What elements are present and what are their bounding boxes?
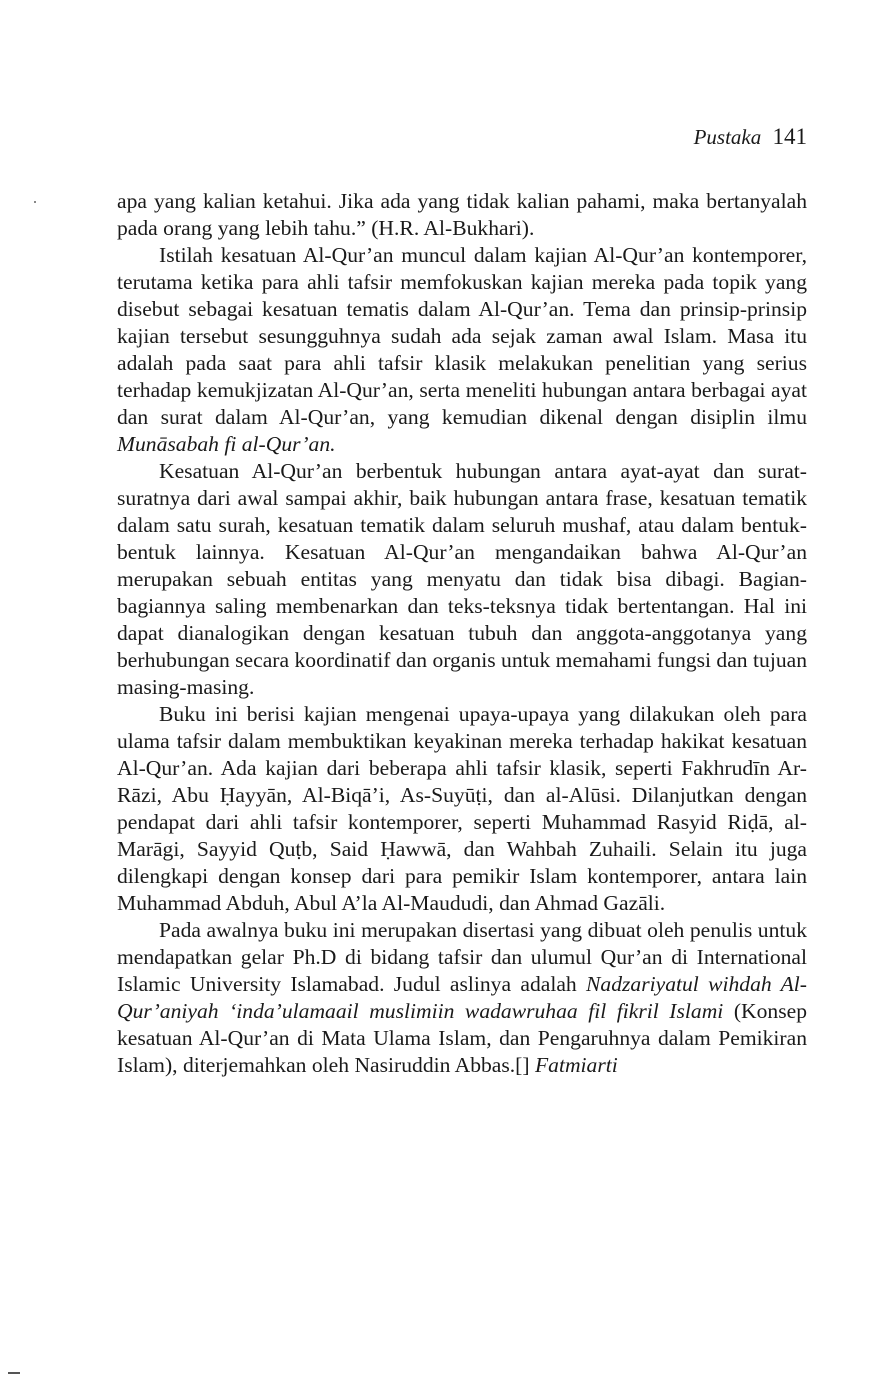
- running-head: [694, 124, 807, 150]
- text-run: Pada awalnya buku ini merupakan disertasi yang dibuat oleh penulis untuk mendapatkan gelar Ph.D di bidang tafsir dan ulumul Qur’an di International Islamic University Islamabad. Judul aslinya adalah: [117, 918, 807, 996]
- paragraph: [117, 701, 807, 917]
- paragraph: [117, 242, 807, 458]
- paragraph: [117, 188, 807, 242]
- body-text: [117, 188, 807, 1079]
- text-run: apa yang kalian ketahui. Jika ada yang tidak kalian pahami, maka bertanyalah pada orang yang lebih tahu.” (H.R. Al-Bukhari).: [117, 189, 807, 240]
- scan-mark: [8, 1372, 20, 1374]
- text-run: (Konsep kesatuan Al-Qur’an di Mata Ulama Islam, dan Pengaruhnya dalam Pemikiran Islam), diterjemahkan oleh Nasiruddin Abbas.[]: [117, 999, 807, 1077]
- paragraph: [117, 917, 807, 1079]
- italic-run: Munāsabah fi al-Qur’an.: [117, 432, 336, 456]
- section-title: Pustaka: [693, 125, 762, 149]
- scan-mark: [34, 201, 36, 203]
- text-run: Buku ini berisi kajian mengenai upaya-upaya yang dilakukan oleh para ulama tafsir dalam membuktikan keyakinan mereka terhadap hakikat kesatuan Al-Qur’an. Ada kajian dari beberapa ahli tafsir klasik, seperti Fakhrudīn Ar-Rāzi, Abu Ḥayyān, Al-Biqā’i, As-Suyūṭi, dan al-Alūsi. Dilanjutkan dengan pendapat dari ahli tafsir kontemporer, seperti Muhammad Rasyid Riḍā, al-Marāgi, Sayyid Quṭb, Said Ḥawwā, dan Wahbah Zuhaili. Selain itu juga dilengkapi dengan konsep dari para pemikir Islam kontemporer, antara lain Muhammad Abduh, Abul A’la Al-Maududi, dan Ahmad Gazāli.: [117, 702, 807, 915]
- author-name: Fatmiarti: [534, 1053, 618, 1077]
- paragraph: [117, 458, 807, 701]
- italic-run: Nadzariyatul wihdah Al-Qur’aniyah ‘inda’ulamaail muslimiin wadawruhaa fil fikril Islami: [117, 972, 807, 1023]
- text-run: Kesatuan Al-Qur’an berbentuk hubungan antara ayat-ayat dan surat-suratnya dari awal sampai akhir, baik hubungan antara frase, kesatuan tematik dalam satu surah, kesatuan tematik dalam seluruh mushaf, atau dalam bentuk-bentuk lainnya. Kesatuan Al-Qur’an mengandaikan bahwa Al-Qur’an merupakan sebuah entitas yang menyatu dan tidak bisa dibagi. Bagian-bagiannya saling membenarkan dan teks-teksnya tidak bertentangan. Hal ini dapat dianalogikan dengan kesatuan tubuh dan anggota-anggotanya yang berhubungan secara koordinatif dan organis untuk memahami fungsi dan tujuan masing-masing.: [117, 459, 807, 699]
- page-number: 141: [772, 124, 807, 149]
- text-run: Istilah kesatuan Al-Qur’an muncul dalam kajian Al-Qur’an kontemporer, terutama ketika para ahli tafsir memfokuskan kajian mereka pada topik yang disebut sebagai kesatuan tematis dalam Al-Qur’an. Tema dan prinsip-prinsip kajian tersebut sesungguhnya sudah ada sejak zaman awal Islam. Masa itu adalah pada saat para ahli tafsir klasik melakukan penelitian yang serius terhadap kemukjizatan Al-Qur’an, serta meneliti hubungan antara berbagai ayat dan surat dalam Al-Qur’an, yang kemudian dikenal dengan disiplin ilmu: [117, 243, 807, 429]
